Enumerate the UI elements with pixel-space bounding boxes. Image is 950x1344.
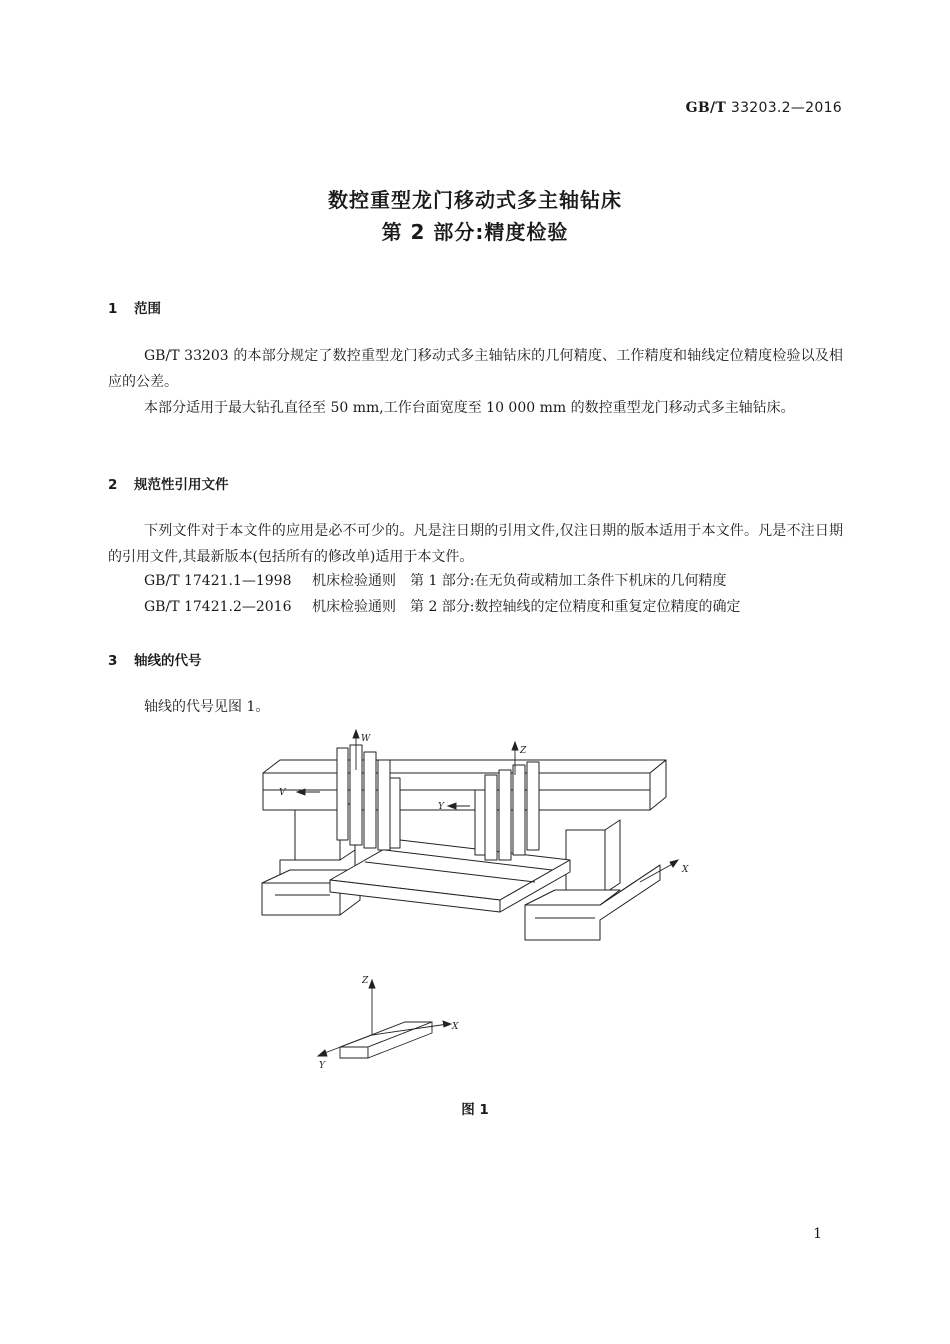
document-title-line2: 第 2 部分:精度检验 (381, 220, 569, 244)
axis-label-x: X (682, 865, 689, 875)
section-heading-3: 3 轴线的代号 (108, 653, 202, 669)
axis-label-z: Z (520, 746, 527, 756)
section-heading-1: 1 范围 (108, 301, 161, 317)
document-title-line1: 数控重型龙门移动式多主轴钻床 (328, 188, 622, 212)
spindle-z-1 (485, 775, 497, 860)
reference-item: GB/T 17421.2—2016 机床检验通则 第 2 部分:数控轴线的定位精度和重复定位精度的确定 (144, 599, 741, 615)
section-2-paragraph-1: 下列文件对于本文件的应用是必不可少的。凡是注日期的引用文件,仅注日期的版本适用于本文件。凡是不注日期的引用文件,其最新版本(包括所有的修改单)适用于本文件。 (108, 523, 843, 565)
coord-label-z: Z (362, 976, 369, 986)
figure-caption: 图 1 (461, 1102, 489, 1118)
standard-prefix: GB/T (685, 100, 727, 116)
axis-label-w: W (361, 734, 371, 744)
section-1-paragraph-2: 本部分适用于最大钻孔直径至 50 mm,工作台面宽度至 10 000 mm 的数控重型龙门移动式多主轴钻床。 (144, 400, 795, 416)
crossrail-front (263, 773, 650, 810)
spindle-z-4 (527, 762, 539, 850)
right-column (566, 830, 605, 893)
section-1-paragraph-1: GB/T 33203 的本部分规定了数控重型龙门移动式多主轴钻床的几何精度、工作精度和轴线定位精度检验以及相应的公差。 (108, 348, 843, 390)
spindle-z-2 (499, 770, 511, 860)
spindle-z-3 (513, 765, 525, 855)
spindle-w-4 (378, 760, 390, 850)
page-number: 1 (813, 1226, 822, 1242)
left-base-rail (262, 883, 340, 915)
coord-label-x: X (452, 1022, 459, 1032)
coord-label-y: Y (319, 1061, 325, 1071)
spindle-w-1 (337, 748, 348, 840)
section-heading-2: 2 规范性引用文件 (108, 477, 229, 493)
axis-label-y: Y (438, 802, 444, 812)
reference-item: GB/T 17421.1—1998 机床检验通则 第 1 部分:在无负荷或精加工条件下机床的几何精度 (144, 573, 727, 589)
crossrail-top (263, 760, 666, 773)
spindle-w-3 (364, 752, 376, 848)
section-3-paragraph-1: 轴线的代号见图 1。 (144, 699, 270, 715)
left-column (295, 810, 340, 865)
axis-label-v: V (279, 788, 286, 798)
standard-number: 33203.2—2016 (730, 100, 842, 116)
